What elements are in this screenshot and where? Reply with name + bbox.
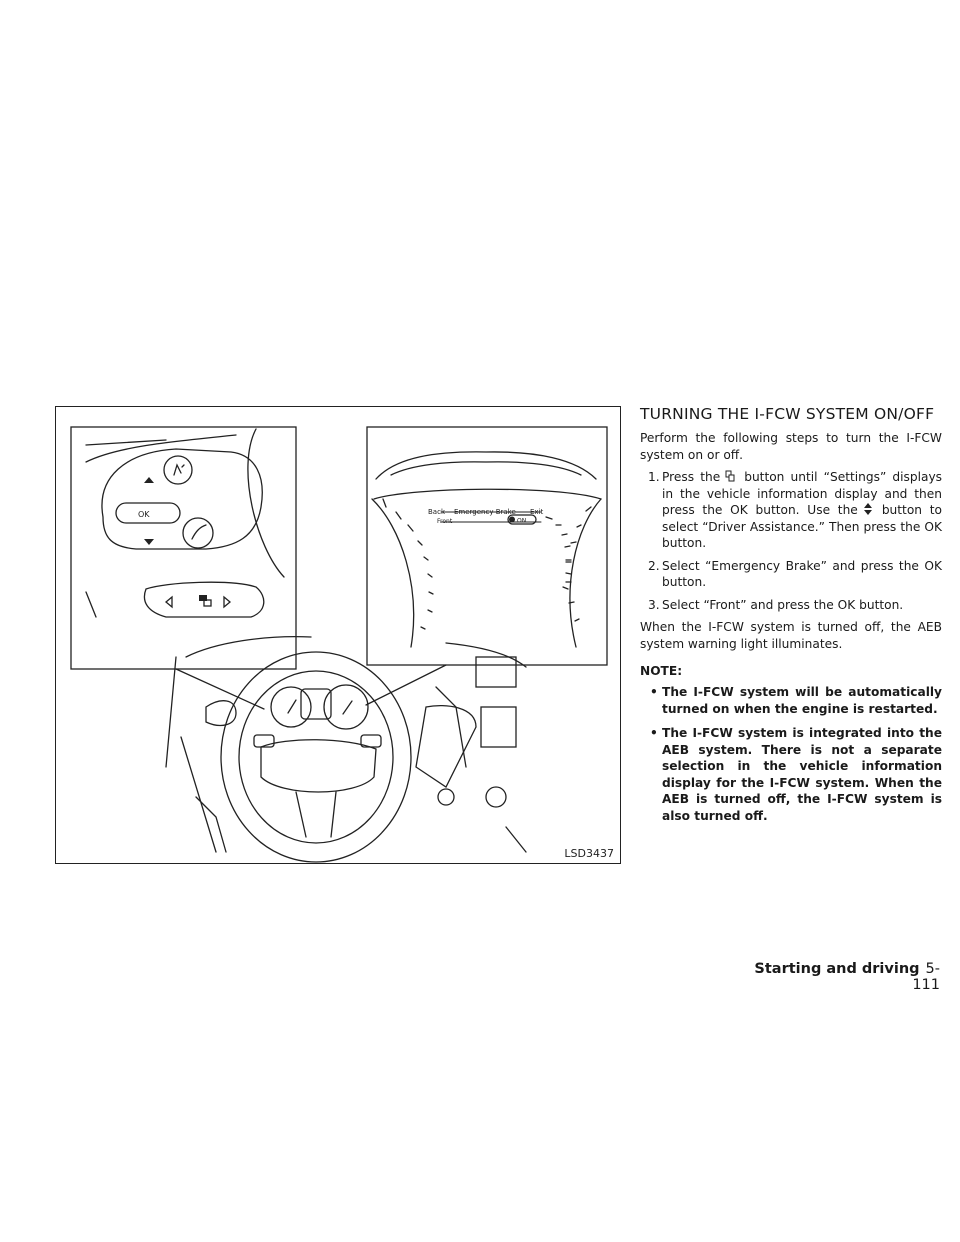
figure-code: LSD3437 <box>564 847 614 860</box>
step-text: Press the <box>662 470 721 484</box>
bullet-icon: • <box>650 726 658 740</box>
page-number: 5-111 <box>912 961 940 993</box>
note-item <box>640 684 942 717</box>
note-text: The I-FCW system will be automatically turned on when the engine is restarted. <box>662 685 942 716</box>
footer-section-title: Starting and driving <box>754 961 920 977</box>
display-menu-icon <box>725 470 735 482</box>
step-item <box>640 469 942 552</box>
after-steps-paragraph: When the I-FCW system is turned off, the AEB system warning light illuminates. <box>640 620 942 651</box>
note-label: NOTE: <box>640 664 683 678</box>
step-item <box>640 558 942 591</box>
step-text: Select “Front” and press the OK button. <box>662 597 904 612</box>
illustration <box>55 406 621 864</box>
notes-list <box>640 684 942 824</box>
step-item <box>640 597 942 614</box>
ok-button-label: OK <box>138 510 150 519</box>
bullet-icon: • <box>650 685 658 699</box>
intro-paragraph: Perform the following steps to turn the I-FCW system on or off. <box>640 431 942 462</box>
step-text: button to select “Driver Assistance.” Then press the OK button. <box>662 503 942 550</box>
step-number: 3. <box>648 597 660 612</box>
display-front-label: Front <box>437 518 453 525</box>
up-down-arrows-icon <box>863 503 873 515</box>
section-heading: TURNING THE I-FCW SYSTEM ON/OFF <box>640 405 935 423</box>
note-item <box>640 725 942 824</box>
step-number: 1. <box>648 470 660 484</box>
steps-list <box>640 469 942 613</box>
section-body <box>640 404 942 832</box>
steering-wheel-illustration <box>56 407 622 865</box>
step-text: button until “Settings” displays in the vehicle information display and then press the OK button. Use the <box>662 470 943 517</box>
step-text: Select “Emergency Brake” and press the OK button. <box>662 558 942 589</box>
step-number: 2. <box>648 558 660 573</box>
display-exit-label: Exit <box>530 508 544 516</box>
page-footer <box>740 961 940 993</box>
switch-inset-frame <box>71 427 296 669</box>
display-on-label: ON <box>517 517 527 525</box>
display-title-label: Emergency Brake <box>454 508 516 516</box>
note-text: The I-FCW system is integrated into the AEB system. There is not a separate selection in the vehicle information display for the I-FCW system. When the AEB is turned off, the I-FCW system is also turned off. <box>662 726 942 823</box>
display-back-label: Back <box>428 508 445 516</box>
